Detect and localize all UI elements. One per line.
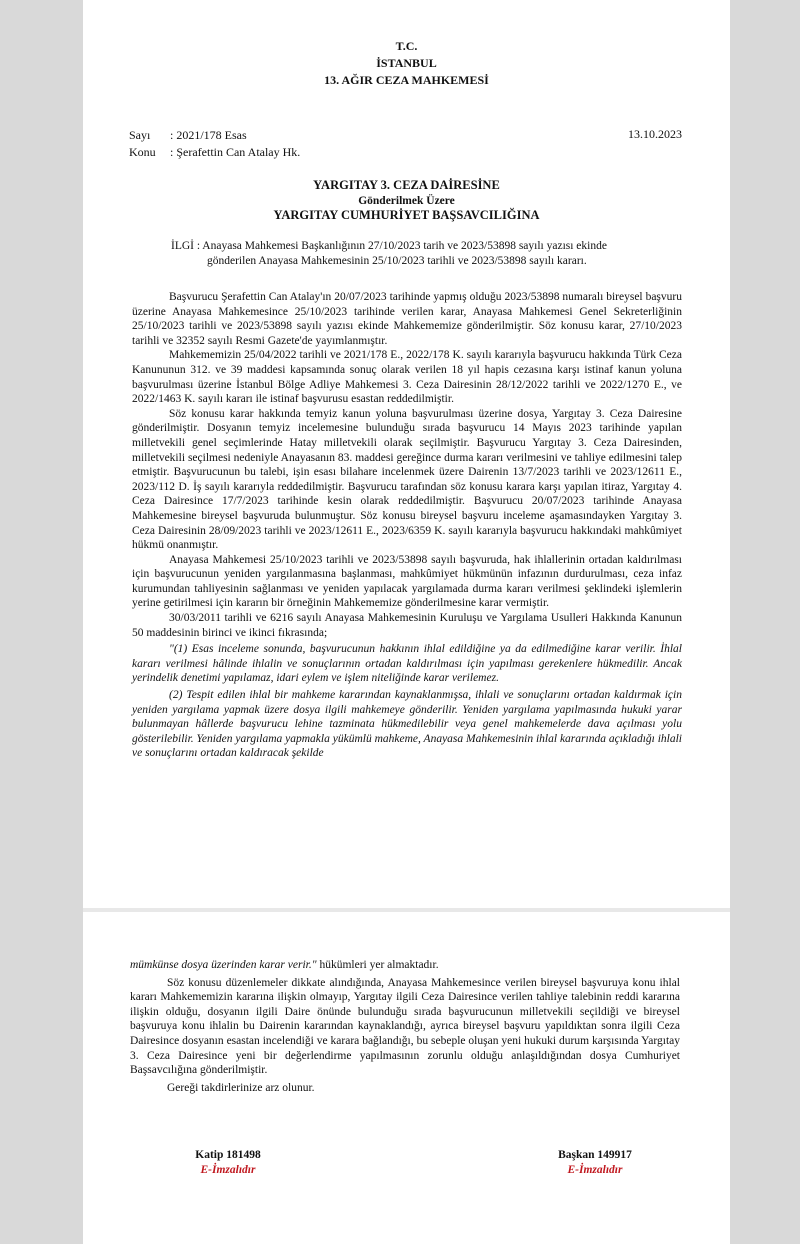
president-esignature: E-İmzalıdır — [567, 1164, 623, 1176]
law-quote: (2) Tespit edilen ihlal bir mahkeme kararından kaynaklanmışsa, ihlali ve sonuçlarını ortadan kaldırmak için yeniden yargılama yapmak üzere dosya ilgili mahkemeye gönderilir. Yeniden yargılama yapılmasında hukuki yarar bulunmayan hâllerde başvurucu lehine tazminata hükmedilebilir veya genel mahkemelerde dava açılması yolu gösterilebilir. Yeniden yargılama yapmakla yükümlü mahkeme, Anayasa Mahkemesinin ihlal kararında açıkladığı ihlali ve sonuçlarını ortadan kaldıracak şekilde — [132, 689, 682, 760]
document-page-1 — [83, 0, 730, 908]
clerk-esignature: E-İmzalıdır — [200, 1164, 256, 1176]
quote-end: mümkünse dosya üzerinden karar verir." — [130, 959, 317, 971]
header-city: İSTANBUL — [376, 56, 437, 70]
quote-tail: hükümleri yer almaktadır. — [316, 959, 439, 971]
header-tc: T.C. — [395, 39, 418, 53]
konu-value: : Şerafettin Can Atalay Hk. — [170, 145, 301, 159]
ilgi-line2: gönderilen Anayasa Mahkemesinin 25/10/2023 tarihli ve 2023/53898 sayılı kararı. — [207, 255, 587, 267]
body-page-2 — [130, 958, 680, 1095]
paragraph: 30/03/2011 tarihli ve 6216 sayılı Anayasa Mahkemesinin Kuruluşu ve Yargılama Usulleri Hakkında Kanunun 50 maddesinin birinci ve ikinci fıkrasında; — [132, 612, 682, 639]
document-date: 13.10.2023 — [628, 127, 682, 141]
document-page-2 — [83, 912, 730, 1244]
quote-continuation — [130, 958, 680, 973]
paragraph: Anayasa Mahkemesi 25/10/2023 tarihli ve 2023/53898 sayılı başvuruda, hak ihlallerinin ortadan kaldırılması için başvurucunun yeniden yargılanmasına başlanması, mahkûmiyet hükmünün infazının durdurulması, ceza infaz kurumundan tahliyesinin sağlanması ve yeniden yapılacak yargılamada durma kararı verilmesi şeklindeki işlemlerin yerine getirilmesi için kararın bir örneğinin Mahkememize gönderilmesine karar vermiştir. — [132, 553, 682, 610]
sayi-value: : 2021/178 Esas — [170, 128, 247, 142]
law-quote: "(1) Esas inceleme sonunda, başvurucunun hakkının ihlal edildiğine ya da edilmediğine karar verilir. İhlal kararı verilmesi hâlinde ihlalin ve sonuçlarının ortadan kaldırılması için yapılması gerekenlere hükmedilir. Ancak yerindelik denetimi yapılamaz, idari eylem ve işlem niteliğinde karar verilemez. — [132, 643, 682, 685]
header-court: 13. AĞIR CEZA MAHKEMESİ — [324, 73, 489, 87]
ilgi-line1: İLGİ : Anayasa Mahkemesi Başkanlığının 27/10/2023 tarih ve 2023/53898 sayılı yazısı ekinde — [171, 240, 607, 252]
sayi-label: Sayı — [129, 128, 151, 142]
body-page-1 — [132, 290, 682, 761]
addressee-line2: Gönderilmek Üzere — [358, 195, 455, 207]
signature-president — [535, 1148, 655, 1178]
paragraph: Söz konusu düzenlemeler dikkate alındığında, Anayasa Mahkemesince verilen bireysel başvuruya konu ihlal kararı Mahkememizin kararına ilişkin olmayıp, Yargıtay ilgili Ceza Dairesince verilen tahliye talebinin reddi kararına ilişkin olduğu, dosyanın ilgili Daire önünde bulunduğu sırada başvurucunun milletvekili seçildiği ve bireysel başvuruya konu ihlalin bu Dairenin kararından kaynaklandığı, ayrıca bireysel başvuru yapıldıktan sonra ilgili Ceza Dairesince dosyanın esastan incelendiği ve karara bağlandığı, bu sebeple oluşan yeni hukuki durum karşısında Yargıtay 3. Ceza Dairesince yeni bir değerlendirme yapılmasının zorunlu olduğu anlaşıldığından dosya Cumhuriyet Başsavcılığına gönderilmiştir. — [130, 976, 680, 1077]
addressee-line3: YARGITAY CUMHURİYET BAŞSAVCILIĞINA — [273, 208, 540, 222]
clerk-name: Katip 181498 — [195, 1149, 261, 1161]
signature-clerk — [173, 1148, 283, 1178]
paragraph: Söz konusu karar hakkında temyiz kanun yoluna başvurulması üzerine dosya, Yargıtay 3. Ceza Dairesine gönderilmiştir. Dosyanın temyiz incelemesine bulunduğu sırada başvurucu 14 Mayıs 2023 tarihinde yapılan milletvekili genel seçimlerinde Hatay milletvekili olarak seçilmiştir. Başvurucu Yargıtay 3. Ceza Dairesinden, milletvekili seçilmesi nedeniyle Anayasanın 83. maddesi gereğince durma kararı verilmesini ve tahliye edilmesini talep etmiştir. Başvurucunun bu talebi, işin esası bilahare incelenmek üzere Dairenin 13/7/2023 tarihli ve 2023/12611 E., 2023/112 D. İş sayılı kararıyla reddedilmiştir. Başvurucu tarafından söz konusu karara karşı yapılan itiraz, Yargıtay 4. Ceza Dairesince 17/7/2023 tarihinde kesin olarak reddedilmiştir. Başvurucu 20/07/2023 tarihinde Anayasa Mahkemesine bireysel başvuruda bulunmuştur. Söz konusu bireysel başvuru inceleme aşamasındayken Yargıtay 3. Ceza Dairesinin 28/09/2023 tarihli ve 2023/12611 E., 2023/6359 K. sayılı kararıyla başvurucu hakkındaki mahkûmiyet hükmü onanmıştır. — [132, 407, 682, 552]
addressee-line1: YARGITAY 3. CEZA DAİRESİNE — [313, 178, 500, 192]
closing-line: Gereği takdirlerinize arz olunur. — [167, 1081, 315, 1094]
president-name: Başkan 149917 — [558, 1149, 632, 1161]
paragraph: Başvurucu Şerafettin Can Atalay'ın 20/07/2023 tarihinde yapmış olduğu 2023/53898 numaralı bireysel başvuru üzerine Anayasa Mahkemesince 25/10/2023 tarihinde verilen karar, Anayasa Mahkemesi Genel Sekreterliğinin 25/10/2023 tarihli ve 2023/53898 sayılı yazısı ekinde Mahkememize gönderilmiştir. Söz konusu karar, 27/10/2023 tarihli ve 32352 sayılı Resmi Gazete'de yayımlanmıştır. — [132, 291, 682, 347]
paragraph: Mahkememizin 25/04/2022 tarihli ve 2021/178 E., 2022/178 K. sayılı kararıyla başvurucu hakkında Türk Ceza Kanununun 312. ve 39 maddesi kapsamında sonuç olarak verilen 18 yıl hapis cezasına karşı istinaf kanun yoluna başvurulması üzerine İstanbul Bölge Adliye Mahkemesi 3. Ceza Dairesinin 28/12/2022 tarihli ve 2022/1270 E., ve 2022/1463 K. sayılı kararı ile istinaf başvurusu esastan reddedilmiştir. — [132, 349, 682, 406]
konu-label: Konu — [129, 145, 156, 159]
